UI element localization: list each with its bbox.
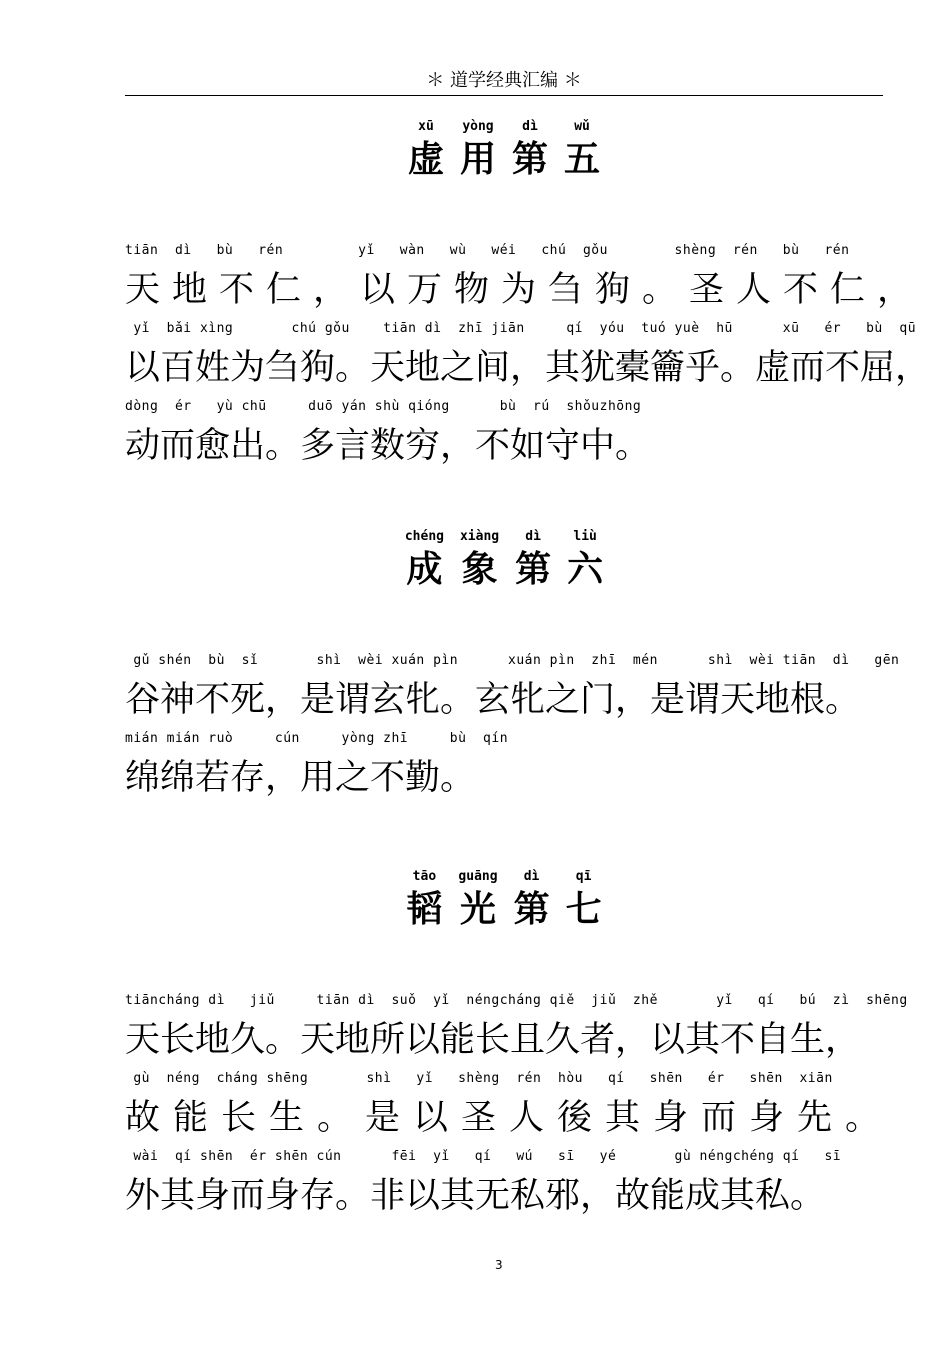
chapter-5 — [125, 116, 931, 472]
chapter-7 — [125, 866, 908, 1222]
title-char: 第 — [515, 549, 552, 590]
title-char: 七 — [565, 889, 602, 930]
pinyin-line: dòng ér yù chū duō yán shù qióng bù rú shǒuzhōng — [125, 399, 642, 414]
text-line — [125, 394, 883, 472]
title-char: 光 — [459, 889, 496, 930]
title-char: 虚 — [407, 139, 444, 180]
text-line — [125, 988, 908, 1066]
text-line — [125, 1144, 883, 1222]
pinyin-line: tiāncháng dì jiǔ tiān dì suǒ yǐ néngcháng qiě jiǔ zhě yǐ qí bú zì shēng — [125, 993, 908, 1008]
hanzi-line: 绵绵若存，用之不勤。 — [125, 758, 476, 798]
title-pinyin: liù — [573, 529, 597, 544]
text-line — [125, 238, 925, 316]
title-char: 六 — [567, 549, 604, 590]
hanzi-line: 谷神不死，是谓玄牝。玄牝之门，是谓天地根。 — [125, 680, 861, 720]
pinyin-line: tiān dì bù rén yǐ wàn wù wéi chú gǒu shèng rén bù rén — [125, 243, 850, 258]
hanzi-line: 以百姓为刍狗。天地之间，其犹橐籥乎。虚而不屈， — [125, 348, 931, 388]
title-pinyin: tāo — [412, 869, 437, 884]
title-pinyin: wǔ — [574, 119, 590, 134]
title-pinyin: xū — [418, 119, 434, 134]
pinyin-line: wài qí shēn ér shēn cún fēi yǐ qí wú sī yé gù néngchéng qí sī — [125, 1149, 842, 1164]
text-line — [125, 1066, 894, 1144]
title-pinyin: dì — [525, 529, 541, 544]
header-rule — [125, 95, 883, 96]
title-char: 成 — [406, 549, 443, 590]
chapter-text — [125, 648, 900, 804]
title-pinyin: dì — [522, 119, 538, 134]
title-char: 五 — [564, 139, 601, 180]
chapter-text — [125, 988, 908, 1222]
title-pinyin: chéng — [404, 529, 444, 544]
title-char: 第 — [513, 889, 550, 930]
pinyin-line: yǐ bǎi xìng chú gǒu tiān dì zhī jiān qí yóu tuó yuè hū xū ér bù qū — [125, 321, 917, 336]
title-char: 第 — [512, 139, 549, 180]
title-pinyin: dì — [523, 869, 540, 884]
pinyin-line: gù néng cháng shēng shì yǐ shèng rén hòu qí shēn ér shēn xiān — [125, 1071, 833, 1086]
hanzi-line: 外其身而身存。非以其无私邪，故能成其私。 — [125, 1176, 826, 1216]
running-header: ＊ 道学经典汇编 ＊ — [426, 70, 582, 91]
pinyin-line: mián mián ruò cún yòng zhī bù qín — [125, 731, 509, 746]
chapter-title — [125, 866, 883, 932]
chapter-title — [125, 116, 883, 182]
page-number: 3 — [495, 1258, 503, 1272]
pinyin-line: gǔ shén bù sǐ shì wèi xuán pìn xuán pìn zhī mén shì wèi tiān dì gēn — [125, 653, 900, 668]
title-char: 象 — [461, 549, 498, 590]
title-pinyin: guāng — [458, 869, 498, 884]
text-line — [125, 648, 900, 726]
hanzi-line: 天长地久。天地所以能长且久者，以其不自生， — [125, 1020, 861, 1060]
hanzi-line: 动而愈出。多言数穷，不如守中。 — [125, 426, 651, 466]
text-line — [125, 726, 883, 804]
title-pinyin: xiàng — [459, 529, 500, 544]
hanzi-line: 天地不仁，以万物为刍狗。圣人不仁， — [125, 270, 925, 310]
chapter-6 — [125, 526, 900, 804]
title-char: 用 — [459, 139, 496, 180]
chapter-text — [125, 238, 931, 472]
chapter-title — [125, 526, 883, 592]
title-pinyin: yòng — [462, 119, 494, 134]
title-char: 韬 — [406, 889, 443, 930]
hanzi-line: 故能长生。是以圣人後其身而身先。 — [125, 1098, 894, 1138]
title-pinyin: qī — [575, 869, 592, 884]
text-line — [125, 316, 931, 394]
